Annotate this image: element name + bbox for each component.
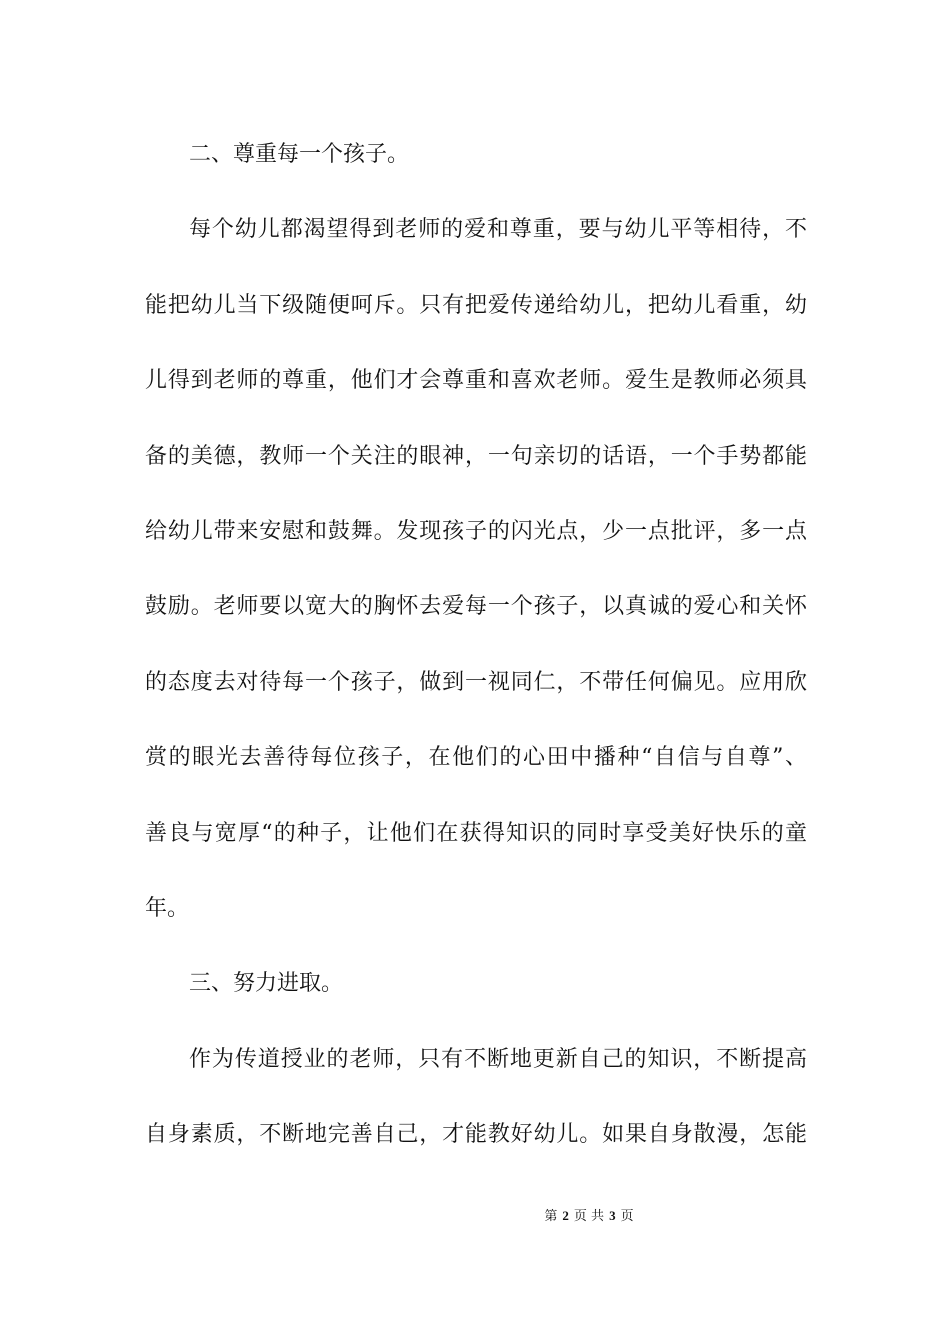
heading-strive-forward: 三、努力进取。 xyxy=(189,971,344,997)
footer-total-pages: 3 xyxy=(609,1208,616,1223)
paragraph-line: 能把幼儿当下级随便呵斥。只有把爱传递给幼儿，把幼儿看重，幼 xyxy=(145,292,807,318)
paragraph-line: 给幼儿带来安慰和鼓舞。发现孩子的闪光点，少一点批评，多一点 xyxy=(145,518,807,544)
document-body xyxy=(145,132,807,1187)
paragraph-line: 年。 xyxy=(145,895,190,921)
footer-current-page: 2 xyxy=(562,1208,569,1223)
page-footer xyxy=(0,1206,950,1227)
paragraph-line: 自身素质，不断地完善自己，才能教好幼儿。如果自身散漫，怎能 xyxy=(145,1122,807,1148)
paragraph-line: 作为传道授业的老师，只有不断地更新自己的知识，不断提高 xyxy=(189,1046,807,1072)
paragraph-line: 的态度去对待每一个孩子，做到一视同仁，不带任何偏见。应用欣 xyxy=(145,669,807,695)
paragraph-line: 赏的眼光去善待每位孩子，在他们的心田中播种“自信与自尊”、 xyxy=(145,745,807,771)
paragraph-line: 鼓励。老师要以宽大的胸怀去爱每一个孩子，以真诚的爱心和关怀 xyxy=(145,594,807,620)
paragraph-line: 备的美德，教师一个关注的眼神，一句亲切的话语，一个手势都能 xyxy=(145,443,807,469)
paragraph-line: 每个幼儿都渴望得到老师的爱和尊重，要与幼儿平等相待，不 xyxy=(189,217,807,243)
heading-respect-each-child: 二、尊重每一个孩子。 xyxy=(189,142,410,167)
footer-middle: 页 共 xyxy=(573,1209,605,1224)
footer-prefix: 第 xyxy=(544,1209,558,1224)
paragraph-line: 儿得到老师的尊重，他们才会尊重和喜欢老师。爱生是教师必须具 xyxy=(145,368,807,394)
footer-suffix: 页 xyxy=(620,1209,634,1224)
paragraph-line: 善良与宽厚“的种子，让他们在获得知识的同时享受美好快乐的童 xyxy=(145,820,807,846)
